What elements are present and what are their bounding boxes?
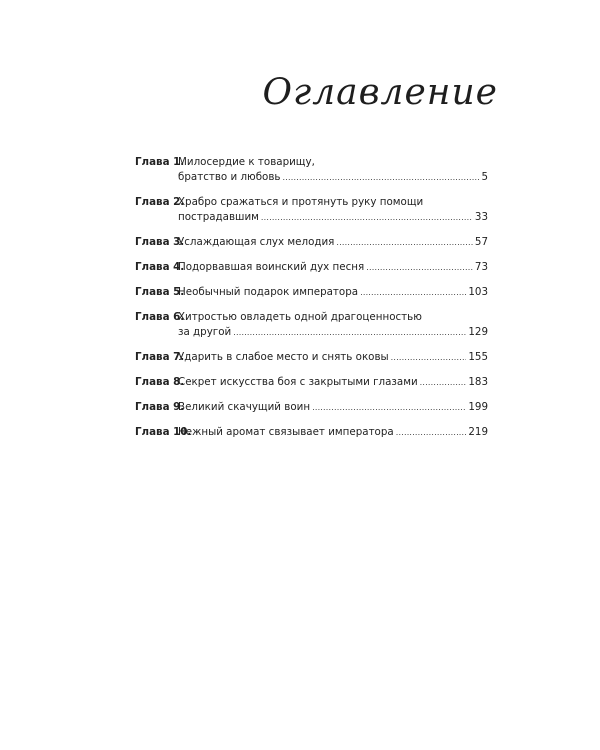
chapter-title-line: Хитростью овладеть одной драгоценностью xyxy=(178,311,422,323)
chapter-label: Глава 9. xyxy=(135,401,185,413)
chapter-title-line: Ударить в слабое место и снять оковы xyxy=(178,351,389,363)
table-of-contents xyxy=(135,155,488,450)
page-number: 129 xyxy=(468,326,488,338)
dot-leader xyxy=(396,425,467,440)
dot-leader xyxy=(283,170,480,185)
chapter-title-line: братство и любовь xyxy=(178,171,281,183)
dot-leader xyxy=(233,325,466,340)
chapter-title-line: Необычный подарок императора xyxy=(178,286,359,298)
page-number: 219 xyxy=(468,426,488,438)
chapter-title-line: Нежный аромат связывает императора xyxy=(178,426,394,438)
page-title: Оглавление xyxy=(262,72,498,113)
toc-entry-8[interactable] xyxy=(135,375,488,390)
chapter-label: Глава 7. xyxy=(135,351,185,363)
chapter-label: Глава 4. xyxy=(135,261,185,273)
chapter-label: Глава 6. xyxy=(135,311,185,323)
page-number: 5 xyxy=(481,171,488,183)
toc-entry-5[interactable] xyxy=(135,285,488,300)
chapter-title-line: Храбро сражаться и протянуть руку помощи xyxy=(178,196,424,208)
chapter-title-line: Великий скачущий воин xyxy=(178,401,311,413)
dot-leader xyxy=(336,235,473,250)
page-number: 33 xyxy=(474,211,488,223)
toc-entry-3[interactable] xyxy=(135,235,488,250)
chapter-label: Глава 3. xyxy=(135,236,185,248)
dot-leader xyxy=(312,400,466,415)
page-number: 73 xyxy=(474,261,488,273)
chapter-title-line: Милосердие к товарищу, xyxy=(178,156,315,168)
page-number: 57 xyxy=(474,236,488,248)
chapter-label: Глава 10. xyxy=(135,426,192,438)
chapter-label: Глава 8. xyxy=(135,376,185,388)
chapter-label: Глава 1. xyxy=(135,156,185,168)
chapter-label: Глава 5. xyxy=(135,286,185,298)
toc-entry-10[interactable] xyxy=(135,425,488,440)
toc-entry-7[interactable] xyxy=(135,350,488,365)
dot-leader xyxy=(420,375,467,390)
chapter-label: Глава 2. xyxy=(135,196,185,208)
chapter-title-line: Услаждающая слух мелодия xyxy=(178,236,335,248)
toc-entry-1[interactable] xyxy=(135,155,488,185)
dot-leader xyxy=(360,285,466,300)
toc-entry-4[interactable] xyxy=(135,260,488,275)
chapter-title-line: Секрет искусства боя с закрытыми глазами xyxy=(178,376,418,388)
chapter-title-line: за другой xyxy=(178,326,232,338)
dot-leader xyxy=(366,260,473,275)
toc-entry-6[interactable] xyxy=(135,310,488,340)
toc-entry-9[interactable] xyxy=(135,400,488,415)
page-number: 155 xyxy=(468,351,488,363)
chapter-title-line: Подорвавшая воинский дух песня xyxy=(178,261,365,273)
toc-entry-2[interactable] xyxy=(135,195,488,225)
page-number: 103 xyxy=(468,286,488,298)
dot-leader xyxy=(261,210,473,225)
chapter-title-line: пострадавшим xyxy=(178,211,259,223)
dot-leader xyxy=(391,350,467,365)
page-number: 183 xyxy=(468,376,488,388)
page-number: 199 xyxy=(468,401,488,413)
